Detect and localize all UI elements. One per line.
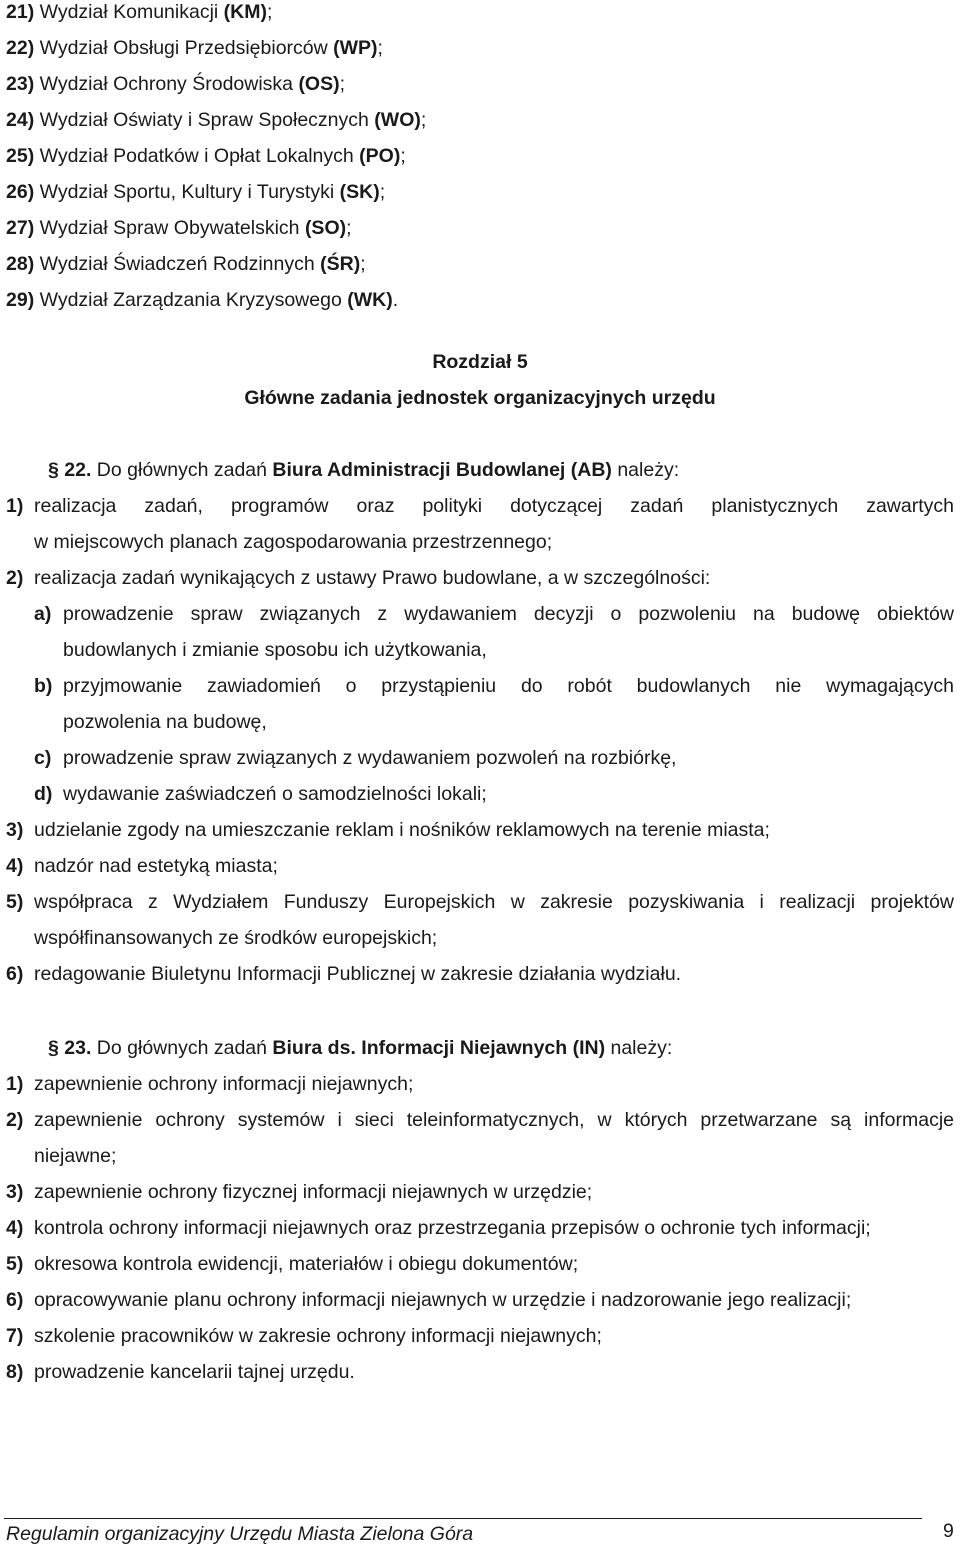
item-number: 4)	[6, 1217, 24, 1239]
subitem-text-continuation: pozwolenia na budowę,	[63, 711, 267, 733]
item-number: 8)	[6, 1361, 24, 1383]
footer-title: Regulamin organizacyjny Urzędu Miasta Zielona Góra	[6, 1523, 474, 1545]
item-text: opracowywanie planu ochrony informacji niejawnych w urzędzie i nadzorowanie jego realizacji;	[34, 1289, 852, 1311]
subitem-text-continuation: budowlanych i zmianie sposobu ich użytkowania,	[63, 639, 487, 661]
item-number: 2)	[6, 1109, 24, 1131]
item-text: udzielanie zgody na umieszczanie reklam i nośników reklamowych na terenie miasta;	[34, 819, 770, 841]
subitem-text: prowadzenie spraw związanych z wydawaniem pozwoleń na rozbiórkę,	[63, 747, 677, 769]
item-text: prowadzenie kancelarii tajnej urzędu.	[34, 1361, 355, 1383]
item-text: kontrola ochrony informacji niejawnych oraz przestrzegania przepisów o ochronie tych informacji;	[34, 1217, 871, 1239]
item-number: 7)	[6, 1325, 24, 1347]
list-item: 21) Wydział Komunikacji (KM);	[6, 1, 273, 23]
subitem-letter: d)	[34, 783, 53, 805]
subitem-letter: a)	[34, 603, 52, 625]
item-number: 3)	[6, 819, 24, 841]
item-text-continuation: współfinansowanych ze środków europejskich;	[34, 927, 438, 949]
item-text: zapewnienie ochrony fizycznej informacji niejawnych w urzędzie;	[34, 1181, 593, 1203]
item-text: nadzór nad estetyką miasta;	[34, 855, 278, 877]
item-text: zapewnienie ochrony informacji niejawnych;	[34, 1073, 414, 1095]
item-number: 3)	[6, 1181, 24, 1203]
item-number: 2)	[6, 567, 24, 589]
subitem-text: przyjmowanie zawiadomień o przystąpieniu do robót budowlanych nie wymagających	[63, 675, 954, 697]
chapter-title: Rozdział 5	[432, 351, 528, 373]
chapter-subtitle: Główne zadania jednostek organizacyjnych urzędu	[244, 387, 716, 409]
item-text: okresowa kontrola ewidencji, materiałów i obiegu dokumentów;	[34, 1253, 579, 1275]
item-number: 4)	[6, 855, 24, 877]
section-heading: § 23. Do głównych zadań Biura ds. Informacji Niejawnych (IN) należy:	[48, 1037, 673, 1059]
item-number: 6)	[6, 1289, 24, 1311]
item-text-continuation: niejawne;	[34, 1145, 117, 1167]
item-number: 6)	[6, 963, 24, 985]
list-item: 23) Wydział Ochrony Środowiska (OS);	[6, 73, 346, 95]
list-item: 26) Wydział Sportu, Kultury i Turystyki (SK);	[6, 181, 386, 203]
list-item: 28) Wydział Świadczeń Rodzinnych (ŚR);	[6, 253, 366, 275]
subitem-letter: c)	[34, 747, 52, 769]
list-item: 25) Wydział Podatków i Opłat Lokalnych (PO);	[6, 145, 406, 167]
subitem-text: wydawanie zaświadczeń o samodzielności lokali;	[63, 783, 487, 805]
subitem-text: prowadzenie spraw związanych z wydawaniem decyzji o pozwoleniu na budowę obiektów	[63, 603, 954, 625]
section-heading: § 22. Do głównych zadań Biura Administracji Budowlanej (AB) należy:	[48, 459, 680, 481]
footer-divider	[4, 1518, 922, 1519]
list-item: 29) Wydział Zarządzania Kryzysowego (WK).	[6, 289, 399, 311]
item-number: 5)	[6, 891, 24, 913]
item-number: 1)	[6, 495, 24, 517]
list-item: 22) Wydział Obsługi Przedsiębiorców (WP);	[6, 37, 383, 59]
item-text-continuation: w miejscowych planach zagospodarowania przestrzennego;	[34, 531, 553, 553]
item-text: realizacja zadań, programów oraz polityki dotyczącej zadań planistycznych zawartych	[34, 495, 954, 517]
list-item: 24) Wydział Oświaty i Spraw Społecznych (WO);	[6, 109, 427, 131]
page-number: 9	[943, 1520, 954, 1542]
item-number: 1)	[6, 1073, 24, 1095]
item-text: zapewnienie ochrony systemów i sieci teleinformatycznych, w których przetwarzane są informacje	[34, 1109, 954, 1131]
subitem-letter: b)	[34, 675, 53, 697]
item-number: 5)	[6, 1253, 24, 1275]
list-item: 27) Wydział Spraw Obywatelskich (SO);	[6, 217, 352, 239]
item-text: redagowanie Biuletynu Informacji Publicznej w zakresie działania wydziału.	[34, 963, 682, 985]
item-text: współpraca z Wydziałem Funduszy Europejskich w zakresie pozyskiwania i realizacji projektów	[34, 891, 954, 913]
item-text: szkolenie pracowników w zakresie ochrony informacji niejawnych;	[34, 1325, 602, 1347]
item-text: realizacja zadań wynikających z ustawy Prawo budowlane, a w szczególności:	[34, 567, 711, 589]
